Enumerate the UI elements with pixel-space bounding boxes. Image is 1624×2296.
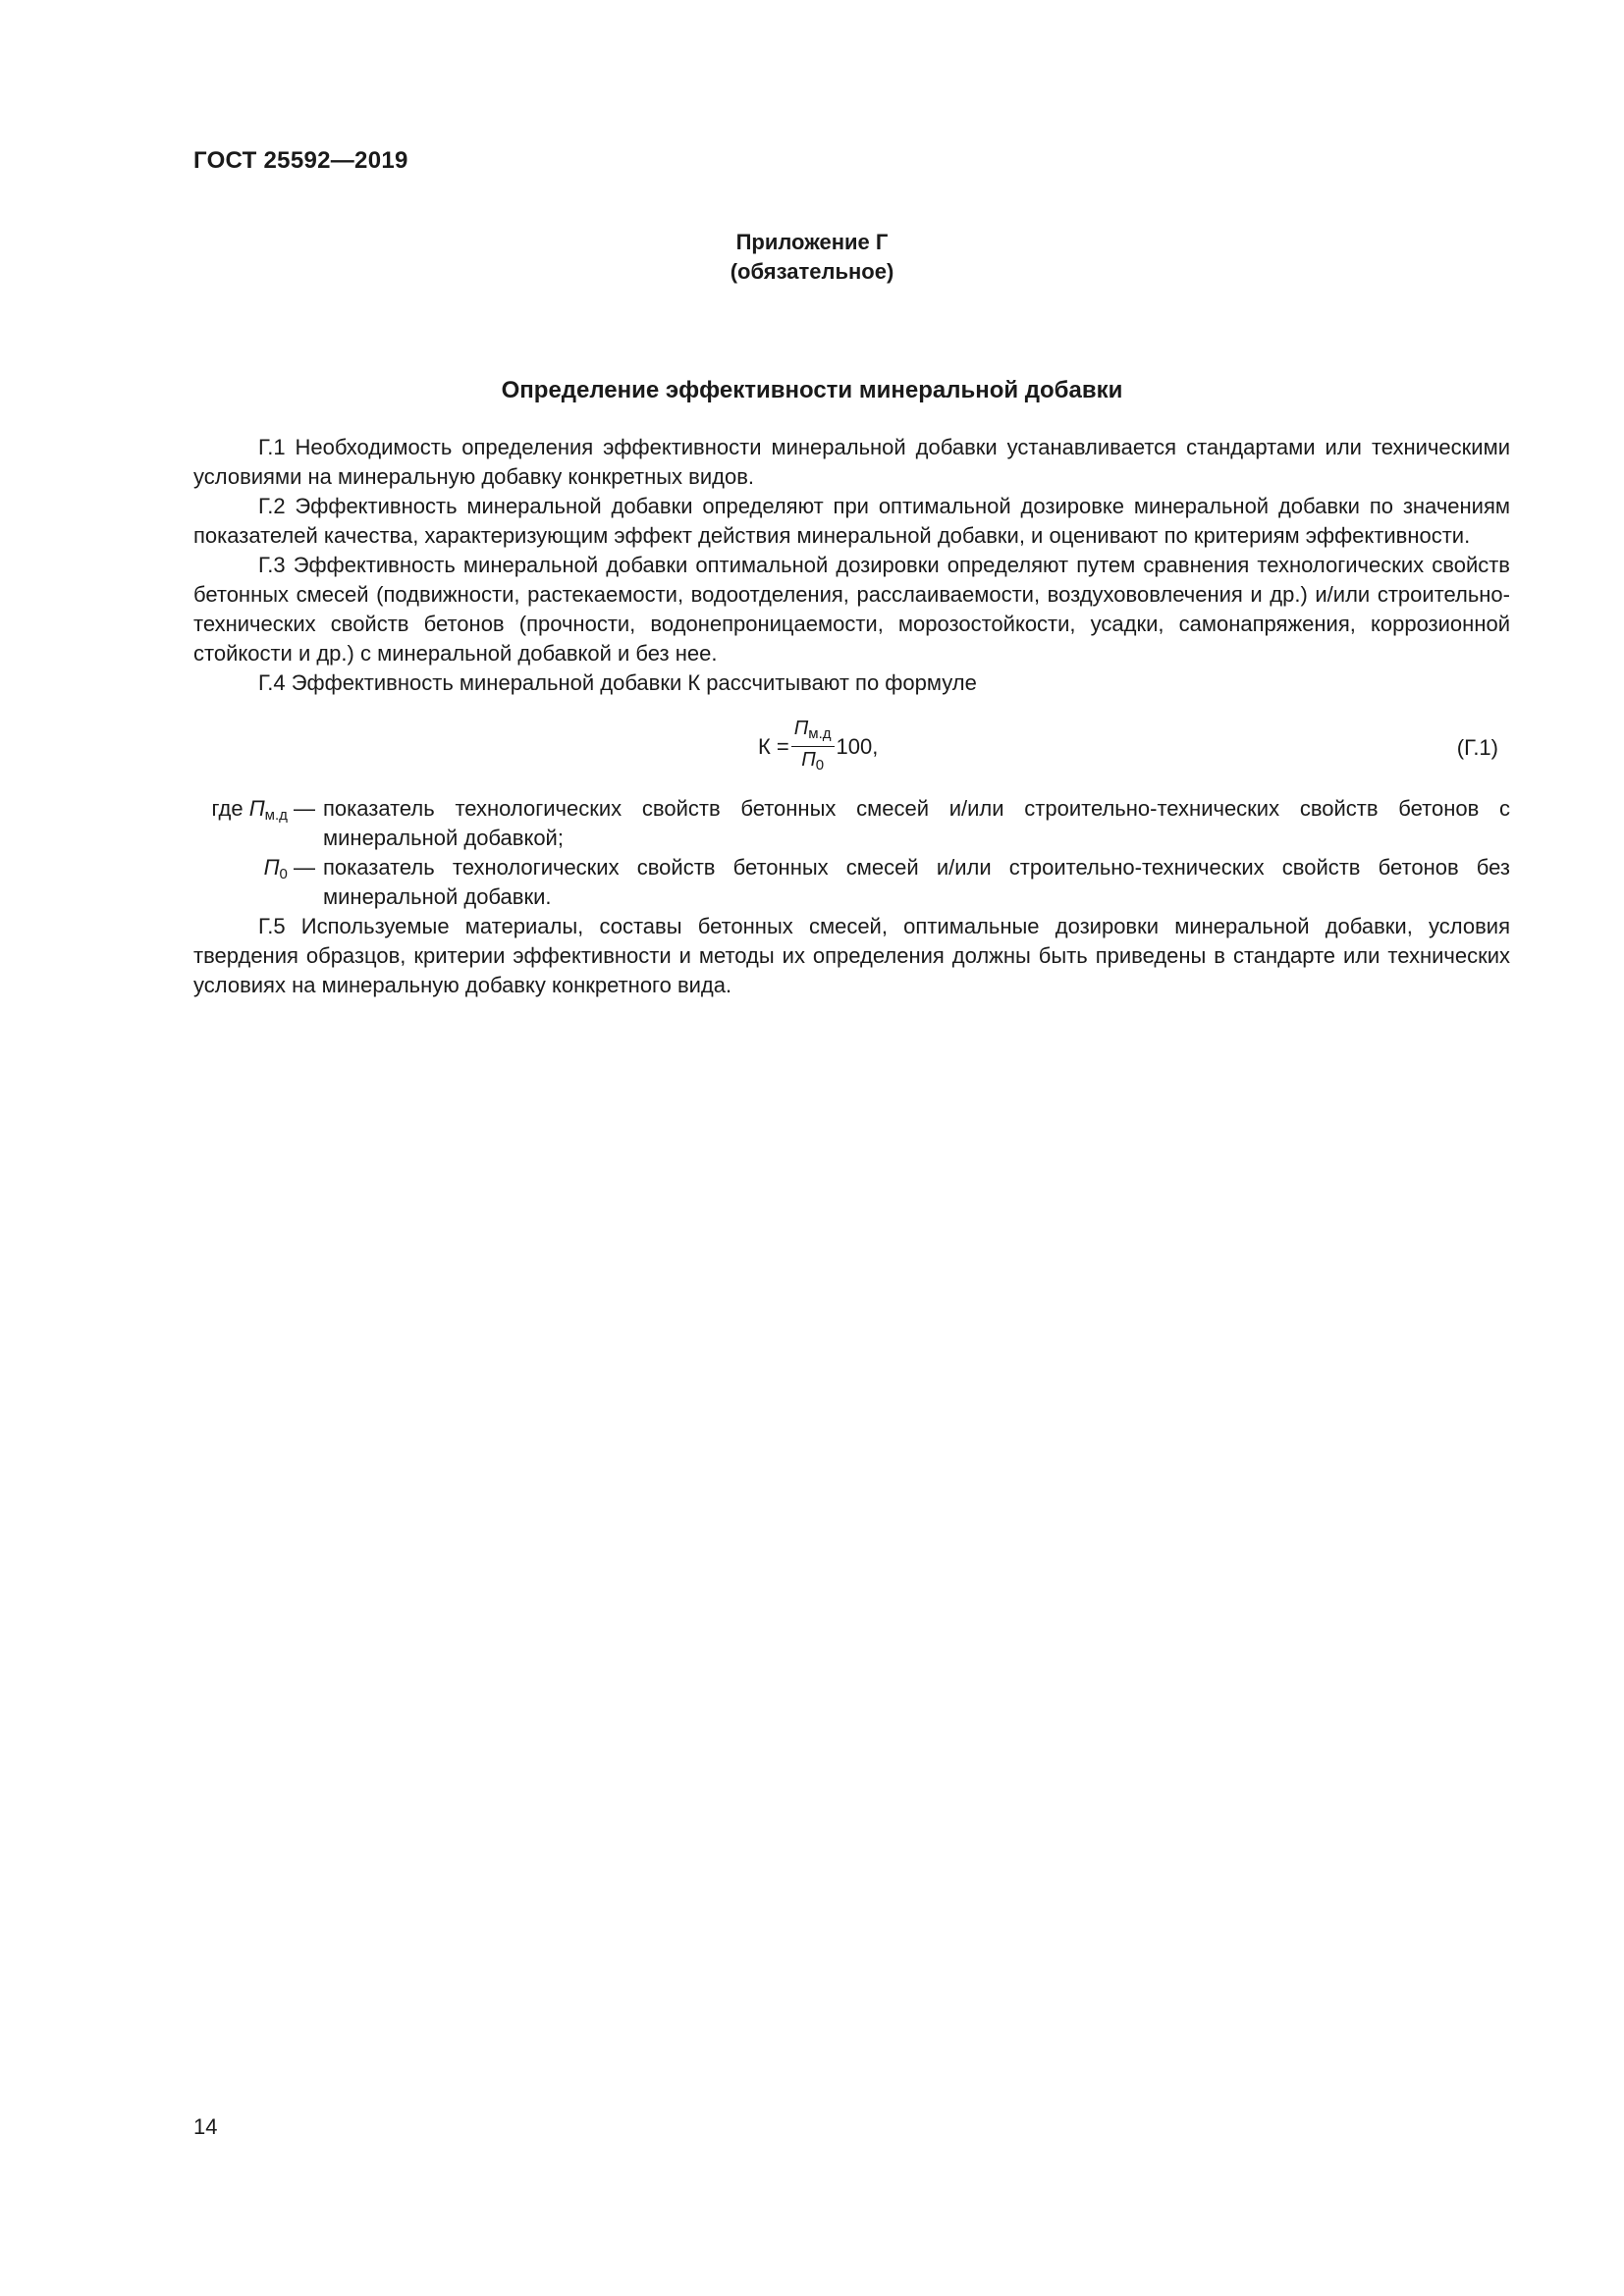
denominator-symbol: П: [801, 749, 816, 771]
body-text: [193, 433, 1510, 1000]
where-symbol-2-letter: П: [263, 855, 280, 880]
paragraph-g4: Г.4 Эффективность минеральной добавки К рассчитывают по формуле: [258, 670, 977, 695]
where-list: [193, 794, 1510, 912]
appendix-heading: [0, 228, 1624, 287]
paragraph-g5: Г.5 Используемые материалы, составы бетонных смесей, оптимальные дозировки минеральной добавки, условия твердения образцов, критерии эффективности и методы их определения должны быть приведены в стандарте или технических условиях на минеральную добавку конкретного вида.: [193, 914, 1510, 997]
appendix-title: Определение эффективности минеральной добавки: [501, 377, 1123, 403]
paragraph-g1: Г.1 Необходимость определения эффективности минеральной добавки устанавливается стандартами или техническими условиями на минеральную добавку конкретных видов.: [193, 435, 1510, 489]
where-prefix: где: [211, 796, 244, 821]
paragraph-g3: Г.3 Эффективность минеральной добавки оптимальной дозировки определяют путем сравнения технологических свойств бетонных смесей (подвижности, растекаемости, водоотделения, расслаиваемости, воздухововлечения и др.) и/или строительно-технических свойств бетонов (прочности, водонепроницаемости, морозостойкости, усадки, самонапряжения, коррозионной стойкости и др.) с минеральной добавкой и без нее.: [193, 553, 1510, 666]
appendix-status: (обязательное): [730, 259, 894, 284]
where-definition-1: показатель технологических свойств бетонных смесей и/или строительно-технических свойств бетонов с минеральной добавкой;: [323, 796, 1510, 850]
where-symbol-1: [193, 794, 323, 853]
where-symbol-2: [193, 853, 323, 912]
appendix-label: Приложение Г: [735, 230, 889, 254]
paragraph-g2: Г.2 Эффективность минеральной добавки определяют при оптимальной дозировке минеральной добавки по значениям показателей качества, характеризующим эффект действия минеральной добавки, и оценивают по критериям эффективности.: [193, 494, 1510, 548]
numerator-symbol: П: [793, 718, 809, 739]
where-symbol-1-sub: м.д: [264, 807, 288, 824]
where-dash-1: —: [294, 796, 315, 821]
where-symbol-2-sub: 0: [279, 866, 288, 882]
where-definition-2: показатель технологических свойств бетонных смесей и/или строительно-технических свойств бетонов без минеральной добавки.: [323, 855, 1510, 909]
formula-numerator: [791, 718, 835, 747]
formula-block: [193, 704, 1510, 794]
formula-denominator: [798, 747, 827, 776]
document-code: ГОСТ 25592—2019: [193, 147, 408, 174]
formula-number: (Г.1): [1456, 735, 1498, 760]
formula: [758, 718, 878, 776]
page-number: 14: [193, 2114, 218, 2139]
numerator-subscript: м.д: [808, 725, 832, 742]
where-dash-2: —: [294, 855, 315, 880]
formula-lhs: К =: [758, 734, 789, 759]
formula-fraction: [791, 718, 835, 776]
formula-factor: 100,: [836, 734, 879, 759]
where-symbol-1-letter: П: [248, 796, 265, 821]
denominator-subscript: 0: [815, 757, 825, 774]
